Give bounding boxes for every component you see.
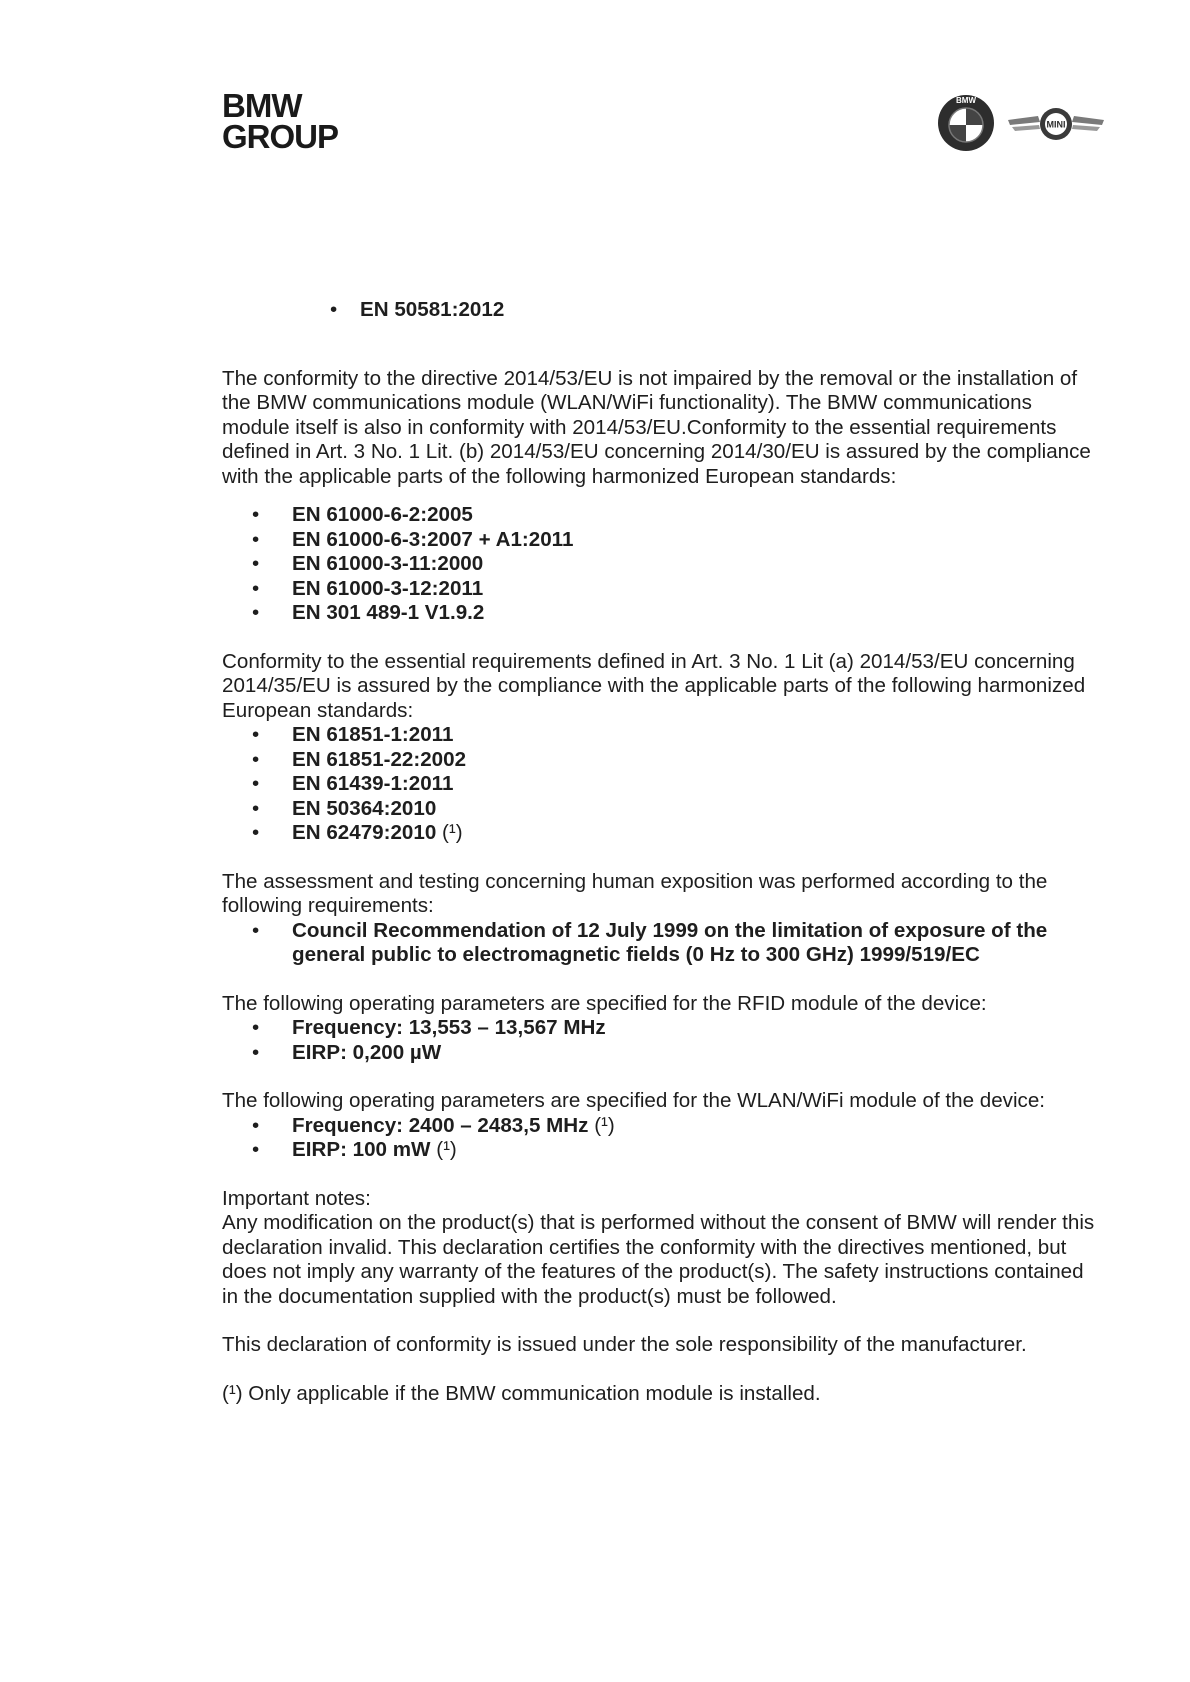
list-item: • EN 61000-6-2:2005 xyxy=(222,503,1102,528)
mini-logo-text: MINI xyxy=(1046,119,1066,130)
list-item: • EN 61000-3-12:2011 xyxy=(222,577,1102,602)
standard-label: EN 50581:2012 xyxy=(360,298,505,321)
exposition-list xyxy=(222,919,1102,968)
rfid-params-list xyxy=(222,1016,1102,1065)
list-item: • EN 61000-3-11:2000 xyxy=(222,552,1102,577)
responsibility-text: This declaration of conformity is issued under the sole responsibility of the manufacturer. xyxy=(222,1333,1027,1356)
brand-logos xyxy=(938,92,1108,154)
list-item: • EN 61851-1:2011 xyxy=(222,723,1102,748)
footnote-text: (¹) Only applicable if the BMW communication module is installed. xyxy=(222,1381,821,1405)
list-item: • Frequency: 2400 – 2483,5 MHz (¹) xyxy=(222,1114,1102,1139)
exposition-paragraph: The assessment and testing concerning human exposition was performed according to the following requirements: xyxy=(222,869,1048,917)
list-item: • Frequency: 13,553 – 13,567 MHz xyxy=(222,1016,1102,1041)
lvd-standards-list xyxy=(222,723,1102,846)
notes-heading: Important notes: xyxy=(222,1186,371,1210)
footnote-marker: (¹) xyxy=(442,821,463,844)
bmw-roundel-logo xyxy=(938,95,994,151)
wordmark-line2: GROUP xyxy=(222,118,339,155)
lvd-paragraph: Conformity to the essential requirements defined in Art. 3 No. 1 Lit (a) 2014/53/EU concerning 2014/35/EU is assured by the compliance with the applicable parts of the following harmonized European standards: xyxy=(222,649,1086,722)
list-item: • EN 61439-1:2011 xyxy=(222,772,1102,797)
wlan-params-list xyxy=(222,1114,1102,1163)
footnote-marker: (¹) xyxy=(436,1138,457,1161)
footnote-marker: (¹) xyxy=(594,1113,615,1137)
list-item: • Council Recommendation of 12 July 1999 on the limitation of exposure of the general public to electromagnetic fields (0 Hz to 300 GHz) 1999/519/EC xyxy=(222,919,1102,968)
rohs-paragraph: The conformity to the directive 2014/53/EU is not impaired by the removal or the installation of the BMW communications module (WLAN/WiFi functionality). The BMW communications module itself is also in conformity with 2014/53/EU.Conformity to the essential requirements defined in Art. 3 No. 1 Lit. (b) 2014/53/EU concerning 2014/30/EU is assured by the compliance with the applicable parts of the following harmonized European standards: xyxy=(222,366,1091,488)
emc-standards-list xyxy=(222,503,1102,626)
list-item: • EIRP: 0,200 µW xyxy=(222,1041,1102,1066)
notes-text: Any modification on the product(s) that is performed without the consent of BMW will render this declaration invalid. This declaration certifies the conformity with the directives mentioned, but does not imply any warranty of the features of the product(s). The safety instructions contained in the documentation supplied with the product(s) must be followed. xyxy=(222,1211,1095,1308)
list-item: • EN 62479:2010 (¹) xyxy=(222,821,1102,846)
list-item xyxy=(330,298,1102,323)
declaration-body xyxy=(222,298,1102,1406)
mini-wings-logo xyxy=(1008,108,1104,140)
list-item: • EN 301 489-1 V1.9.2 xyxy=(222,601,1102,626)
wlan-paragraph: The following operating parameters are specified for the WLAN/WiFi module of the device: xyxy=(222,1089,1045,1112)
bmw-group-wordmark xyxy=(222,87,339,155)
rfid-paragraph: The following operating parameters are specified for the RFID module of the device: xyxy=(222,991,987,1015)
list-item: • EIRP: 100 mW (¹) xyxy=(222,1138,1102,1163)
wordmark-line1: BMW xyxy=(222,87,302,124)
list-item: • EN 50364:2010 xyxy=(222,797,1102,822)
list-item: • EN 61000-6-3:2007 + A1:2011 xyxy=(222,528,1102,553)
top-standard-list xyxy=(330,298,1102,323)
list-item: • EN 61851-22:2002 xyxy=(222,748,1102,773)
bmw-roundel-letters: BMW xyxy=(956,96,976,105)
